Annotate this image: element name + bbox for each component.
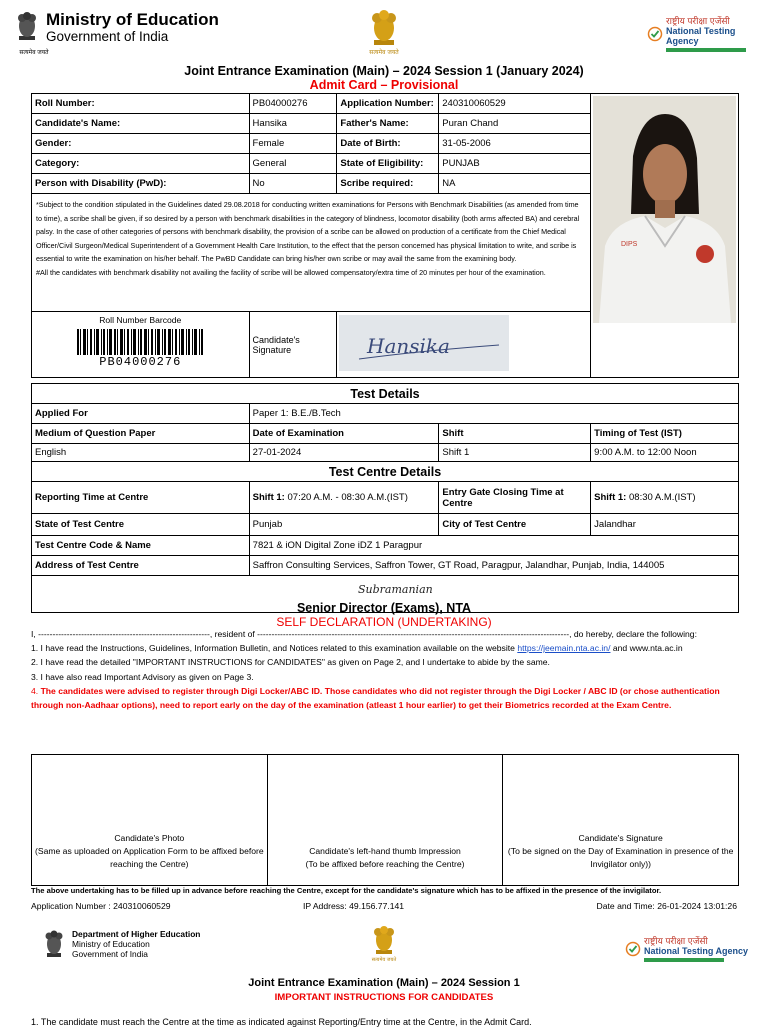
dhe-govt: Government of India [72,949,148,959]
nta-hindi: राष्ट्रीय परीक्षा एजेंसी [666,16,730,26]
sign-box-title: Candidate's Signature [578,833,663,843]
barcode-cell [32,312,250,378]
candidate-signature [339,315,509,371]
reporting-time: 07:20 A.M. - 08:30 A.M.(IST) [287,492,408,503]
reporting-value [249,482,439,514]
page2-header [0,924,768,974]
nta-hindi-2: राष्ट्रीय परीक्षा एजेंसी [644,936,708,946]
code-label: Test Centre Code & Name [32,536,250,556]
roll-value: PB04000276 [249,94,337,114]
gate-value [591,482,739,514]
nta-english: National Testing Agency [666,26,736,46]
address-value: Saffron Consulting Services, Saffron Tower, GT Road, Paragpur, Jalandhar, Punjab, India, 144005 [249,556,738,576]
declaration-text [31,627,737,712]
reporting-shift: Shift 1: [252,492,285,503]
motto: सत्यमेव जयते [19,50,49,56]
decl-point1-b: and www.nta.ac.in [610,643,683,654]
test-details-heading: Test Details [32,384,739,404]
photo-box-note: (Same as uploaded on Application Form to be affixed before reaching the Centre) [34,846,264,869]
emblem-gold-icon [367,8,401,58]
barcode-image [77,329,203,355]
decl-line1: I, ------------------------------------------------------------, resident of -------------------------------------------------------------------------------------------------------------, do hereby, declare the following: [31,629,697,639]
director-title: Senior Director (Exams), NTA [296,601,472,615]
appno-value: 240310060529 [439,94,591,114]
pwd-note-text: *Subject to the condition stipulated in the Guidelines dated 29.08.2018 for conducting written examinations for Persons with Benchmark Disabilities (as amended from time to time), a scribe shall be given, if so desired by a person with benchmark disabilities in the category of blindness, locomotor disability (both arms affected BA) and cerebral palsy. In the case of other categories of persons with benchmark disability, the provision of a scribe can be allowed on production of a certificate from the Chief Medical Officer/Civil Surgeon/Medical Superintendent of a Government Health Care Institution, to the effect that the person concerned has physical limitation to write, and scribe is essential to write the examination on his/her behalf. The PwBD Candidate can bring his/her own scribe or may avail the same from the examining body. [36,200,580,264]
emblem-gold-small-icon [370,924,398,964]
date-value: 27-01-2024 [249,444,439,462]
city-label: City of Test Centre [439,514,591,536]
barcode-text: PB04000276 [99,355,182,369]
ministry-subtitle: Government of India [46,29,169,44]
candidate-table [31,93,739,378]
ministry-title: Ministry of Education [46,10,219,29]
decl-point2: 2. I have read the detailed "IMPORTANT INSTRUCTIONS for CANDIDATES" as given on Page 2, and I undertake to abide by the same. [31,657,550,668]
address-label: Address of Test Centre [32,556,250,576]
centre-heading: Test Centre Details [32,462,739,482]
footer-ip: IP Address: 49.156.77.141 [302,901,405,911]
barcode-label: Roll Number Barcode [99,315,182,325]
director-signature-block [0,582,768,629]
page-header [0,0,768,60]
dhe-title: Department of Higher Education [72,929,201,939]
city-value: Jalandhar [591,514,739,536]
decl-point1-a: 1. I have read the Instructions, Guidelines, Information Bulletin, and Notices related to this examination available on the website [31,643,518,654]
gate-label: Entry Gate Closing Time at Centre [439,482,591,514]
nta-bar [666,48,746,52]
photo-box [32,755,268,885]
reporting-label: Reporting Time at Centre [32,482,250,514]
svg-text:सत्यमेव जयते: सत्यमेव जयते [369,49,399,56]
medium-value: English [32,444,250,462]
appno-label: Application Number: [337,94,439,114]
svg-text:सत्यमेव जयते: सत्यमेव जयते [371,957,397,963]
nta-english-2: National Testing Agency [644,946,749,956]
page2-subtitle: IMPORTANT INSTRUCTIONS FOR CANDIDATES [274,992,494,1003]
director-signature [354,582,433,596]
centre-state-label: State of Test Centre [32,514,250,536]
pwd-label: Person with Disability (PwD): [32,174,250,194]
gate-time: 08:30 A.M.(IST) [629,492,696,503]
national-emblem-icon [14,10,40,50]
name-label: Candidate's Name: [32,114,250,134]
scribe-value: NA [439,174,591,194]
shift-value: Shift 1 [439,444,591,462]
gate-shift: Shift 1: [594,492,627,503]
applied-label: Applied For [32,404,250,424]
decl-point4-text: The candidates were advised to register through Digi Locker/ABC ID. Those candidates who did not register through the Digi Locker / ABC ID (or chose authentication through non-Aadhaar options), need to report early on the day of the examination (atleast 1 hour earlier) to get their Biometrics recorded at the Exam Centre. [31,685,720,711]
test-details-table [31,383,739,613]
nta-logo-2 [626,936,748,962]
signature-label: Candidate's Signature [249,312,337,378]
thumb-box-title: Candidate's left-hand thumb Impression [309,846,461,856]
roll-label: Roll Number: [32,94,250,114]
medium-label: Medium of Question Paper [32,424,250,444]
father-label: Father's Name: [337,114,439,134]
national-emblem-small-icon [42,929,66,965]
svg-text:DIPS: DIPS [620,241,638,248]
footer-datetime: Date and Time: 26-01-2024 13:01:26 [596,901,737,911]
candidate-photo [593,96,736,323]
exam-title: Joint Entrance Examination (Main) – 2024 Session 1 (January 2024) [184,64,584,78]
code-value: 7821 & iON Digital Zone iDZ 1 Paragpur [249,536,738,556]
nta-check-icon-2 [626,942,640,956]
timing-label: Timing of Test (IST) [591,424,739,444]
thumb-box-note: (To be affixed before reaching the Centre) [305,859,465,869]
pwd-value: No [249,174,337,194]
sign-box [503,755,738,885]
state-value: PUNJAB [439,154,591,174]
nta-check-icon [648,27,662,41]
pwd-note-text2: #All the candidates with benchmark disability not availing the facility of scribe will be allowed compensatory/extra time of 20 minutes per hour of the examination. [36,267,546,277]
dob-label: Date of Birth: [337,134,439,154]
jeemain-link[interactable]: https://jeemain.nta.ac.in/ [517,643,611,654]
dhe-logo [42,929,200,965]
undertaking-boxes [31,754,739,886]
decl-point3: 3. I have also read Important Advisory as given on Page 3. [31,671,254,682]
nta-bar-2 [644,958,724,962]
dhe-ministry: Ministry of Education [72,939,150,949]
centre-state-value: Punjab [249,514,439,536]
nta-logo [648,16,768,52]
timing-value: 9:00 A.M. to 12:00 Noon [591,444,739,462]
father-value: Puran Chand [439,114,591,134]
signature-cell [337,312,591,378]
footer-appno: Application Number : 240310060529 [31,901,171,911]
ministry-logo [14,10,219,55]
director-sig-text: Subramanian [358,583,433,596]
date-label: Date of Examination [249,424,439,444]
state-label: State of Eligibility: [337,154,439,174]
thumb-box [268,755,504,885]
page2-first-line: 1. The candidate must reach the Centre at the time as indicated against Reporting/Entry time at the Centre, in the Admit Card. [31,1017,532,1027]
category-value: General [249,154,337,174]
dob-value: 31-05-2006 [439,134,591,154]
gender-label: Gender: [32,134,250,154]
gender-value: Female [249,134,337,154]
undertaking-footnote: The above undertaking has to be filled up in advance before reaching the Centre, except for the candidate's signature which has to be affixed in the presence of the invigilator. [31,886,662,895]
shift-label: Shift [439,424,591,444]
signature-text: Hansika [367,334,451,358]
self-declaration-title: SELF DECLARATION (UNDERTAKING) [276,615,492,629]
sign-box-note: (To be signed on the Day of Examination in presence of the Invigilator only)) [507,846,734,869]
pwd-note [32,194,591,312]
name-value: Hansika [249,114,337,134]
decl-point4 [31,684,737,712]
page2-title: Joint Entrance Examination (Main) – 2024 Session 1 [248,977,520,989]
photo-cell [590,94,738,378]
decl-point4-num: 4. [31,685,41,696]
footer-meta [31,901,737,911]
category-label: Category: [32,154,250,174]
decl-point1 [31,641,737,655]
card-title: Admit Card – Provisional [309,78,459,92]
applied-value: Paper 1: B.E./B.Tech [249,404,738,424]
scribe-label: Scribe required: [337,174,439,194]
photo-box-title: Candidate's Photo [114,833,185,843]
